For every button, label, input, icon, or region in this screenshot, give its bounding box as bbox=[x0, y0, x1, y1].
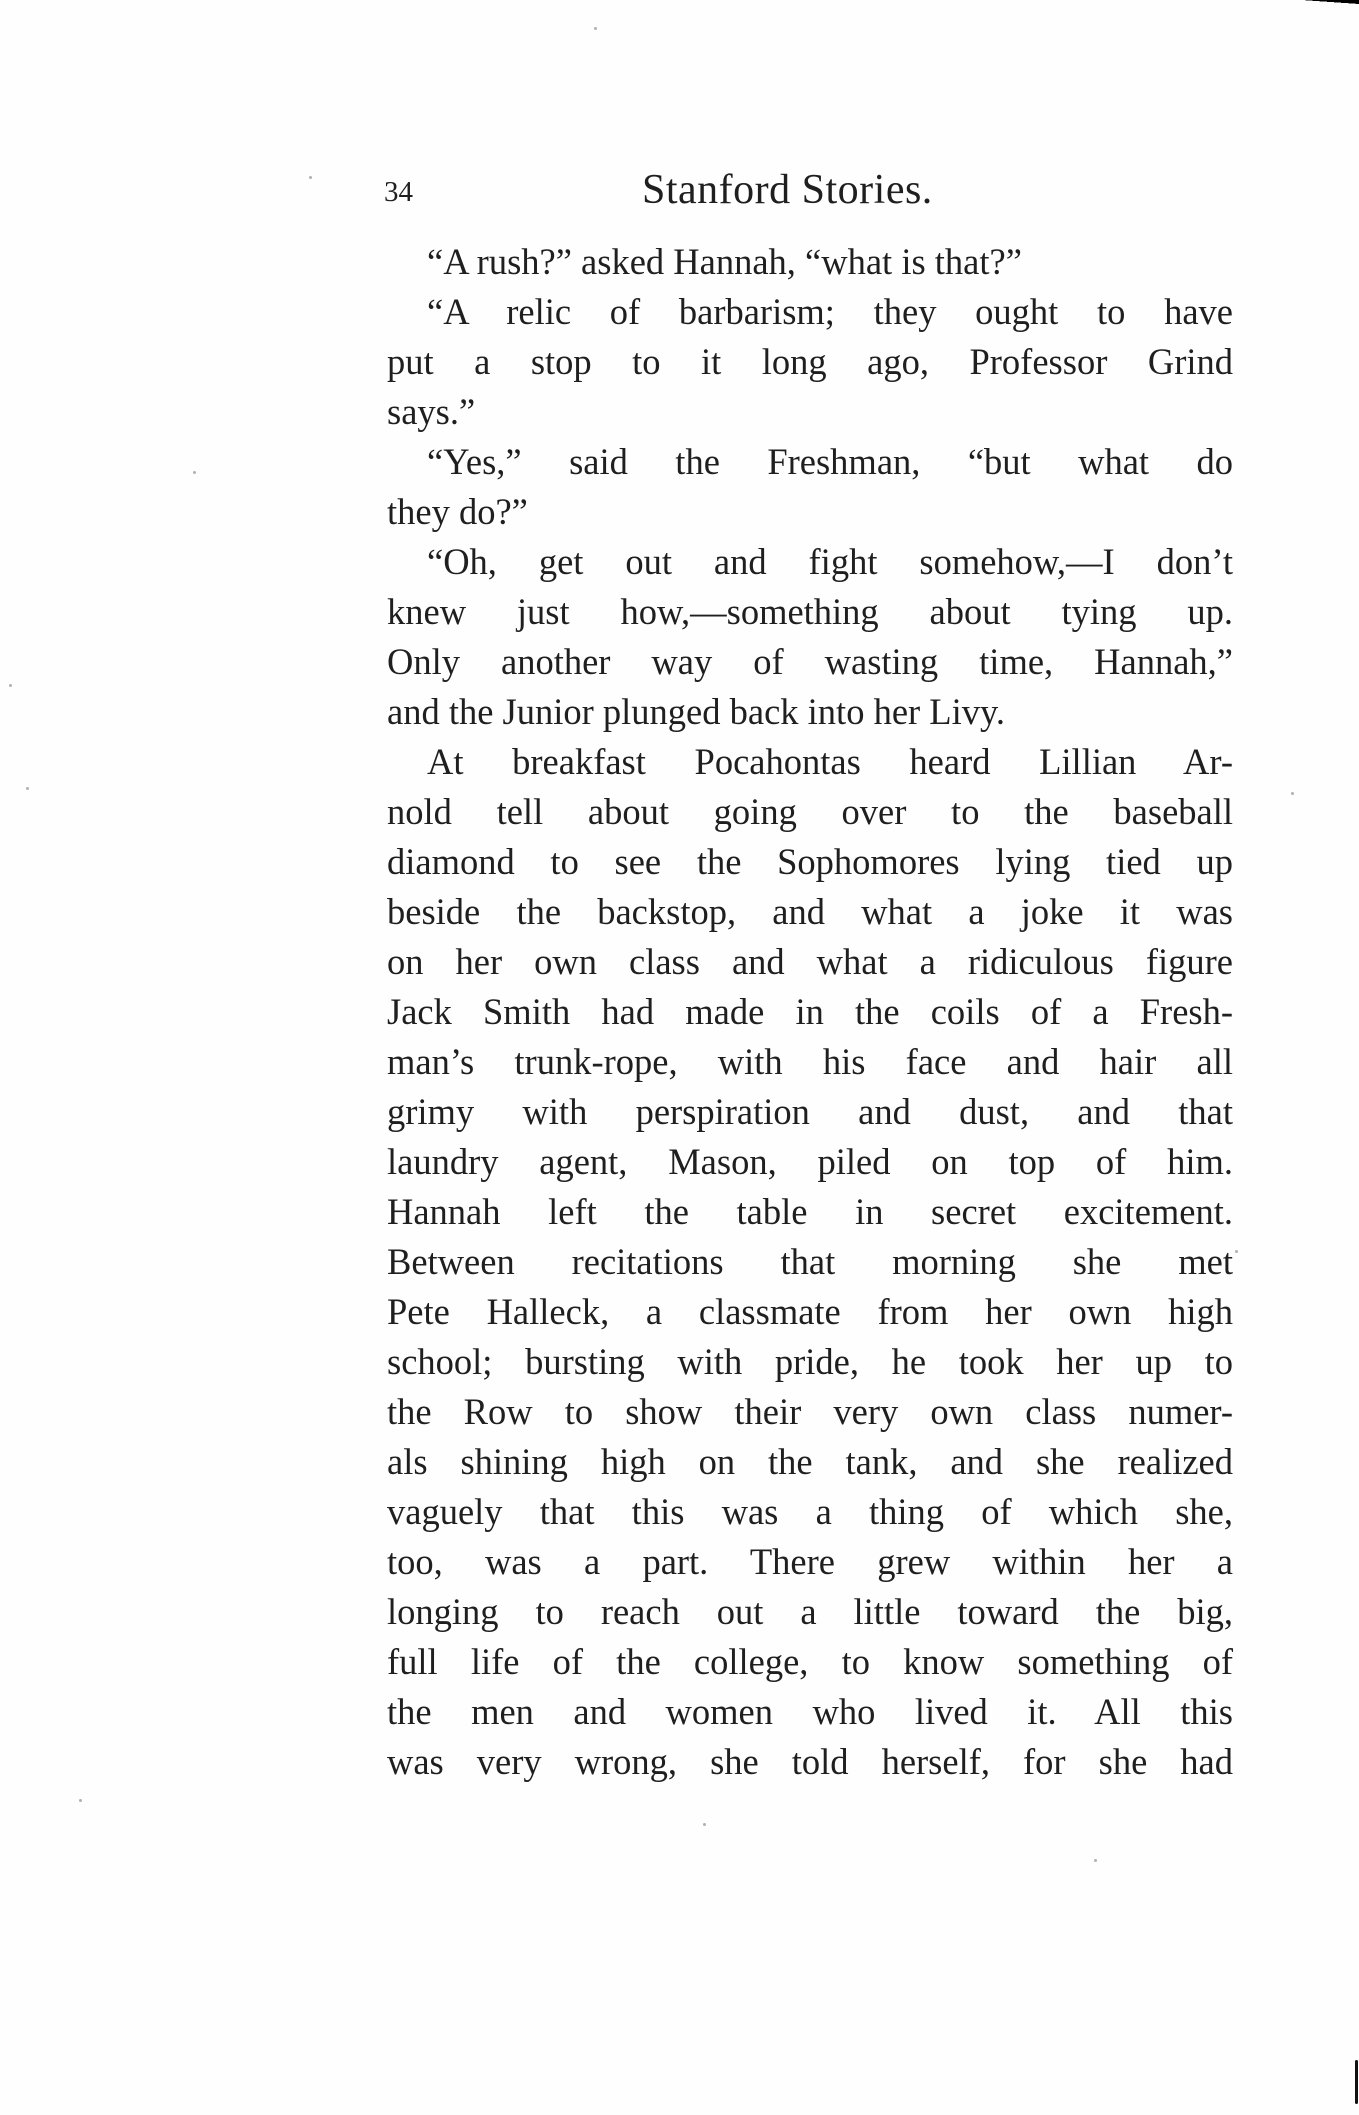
text-line: says.” bbox=[387, 391, 476, 432]
paper-speck bbox=[1235, 1250, 1238, 1253]
text-line: At breakfast Pocahontas heard Lillian Ar- bbox=[427, 741, 1233, 782]
text-line: was very wrong, she told herself, for she had bbox=[387, 1741, 1233, 1782]
text-line: nold tell about going over to the baseball bbox=[387, 791, 1233, 832]
running-title: Stanford Stories. bbox=[642, 167, 933, 213]
text-line: the Row to show their very own class numer- bbox=[387, 1391, 1233, 1432]
text-line: Only another way of wasting time, Hannah,” bbox=[387, 641, 1233, 682]
page-header bbox=[384, 166, 1232, 218]
scan-edge-mark-lower bbox=[1355, 2060, 1358, 2104]
paper-speck bbox=[9, 684, 12, 687]
text-line: too, was a part. There grew within her a bbox=[387, 1541, 1233, 1582]
text-line: “Yes,” said the Freshman, “but what do bbox=[427, 441, 1233, 482]
paper-speck bbox=[594, 27, 597, 30]
text-line: the men and women who lived it. All this bbox=[387, 1691, 1233, 1732]
text-line: beside the backstop, and what a joke it was bbox=[387, 891, 1233, 932]
text-line: vaguely that this was a thing of which she, bbox=[387, 1491, 1233, 1532]
text-line: Pete Halleck, a classmate from her own high bbox=[387, 1291, 1233, 1332]
text-line: put a stop to it long ago, Professor Grind bbox=[387, 341, 1233, 382]
text-line: als shining high on the tank, and she realized bbox=[387, 1441, 1233, 1482]
paper-speck bbox=[26, 787, 29, 790]
paper-speck bbox=[309, 176, 312, 179]
scan-edge-mark bbox=[1184, 0, 1359, 12]
paper-speck bbox=[1291, 792, 1294, 795]
text-line: and the Junior plunged back into her Livy. bbox=[387, 691, 1005, 732]
paper-speck bbox=[79, 1799, 82, 1802]
text-line: Hannah left the table in secret excitement. bbox=[387, 1191, 1233, 1232]
text-line: laundry agent, Mason, piled on top of him. bbox=[387, 1141, 1233, 1182]
paper-speck bbox=[193, 471, 196, 474]
text-line: school; bursting with pride, he took her up to bbox=[387, 1341, 1233, 1382]
text-line: “A rush?” asked Hannah, “what is that?” bbox=[427, 241, 1022, 282]
text-line: on her own class and what a ridiculous figure bbox=[387, 941, 1233, 982]
text-line: longing to reach out a little toward the big, bbox=[387, 1591, 1233, 1632]
page-number: 34 bbox=[384, 176, 413, 208]
text-line: Jack Smith had made in the coils of a Fresh- bbox=[387, 991, 1233, 1032]
text-line: knew just how,—something about tying up. bbox=[387, 591, 1233, 632]
text-line: Between recitations that morning she met bbox=[387, 1241, 1233, 1282]
paper-speck bbox=[1094, 1859, 1097, 1862]
body-text bbox=[387, 237, 1233, 1787]
paper-speck bbox=[703, 1823, 706, 1826]
text-line: “Oh, get out and fight somehow,—I don’t bbox=[427, 541, 1233, 582]
text-line: grimy with perspiration and dust, and that bbox=[387, 1091, 1233, 1132]
text-line: they do?” bbox=[387, 491, 528, 532]
text-line: “A relic of barbarism; they ought to have bbox=[427, 291, 1233, 332]
text-line: man’s trunk-rope, with his face and hair all bbox=[387, 1041, 1233, 1082]
text-line: full life of the college, to know something of bbox=[387, 1641, 1233, 1682]
text-line: diamond to see the Sophomores lying tied up bbox=[387, 841, 1233, 882]
